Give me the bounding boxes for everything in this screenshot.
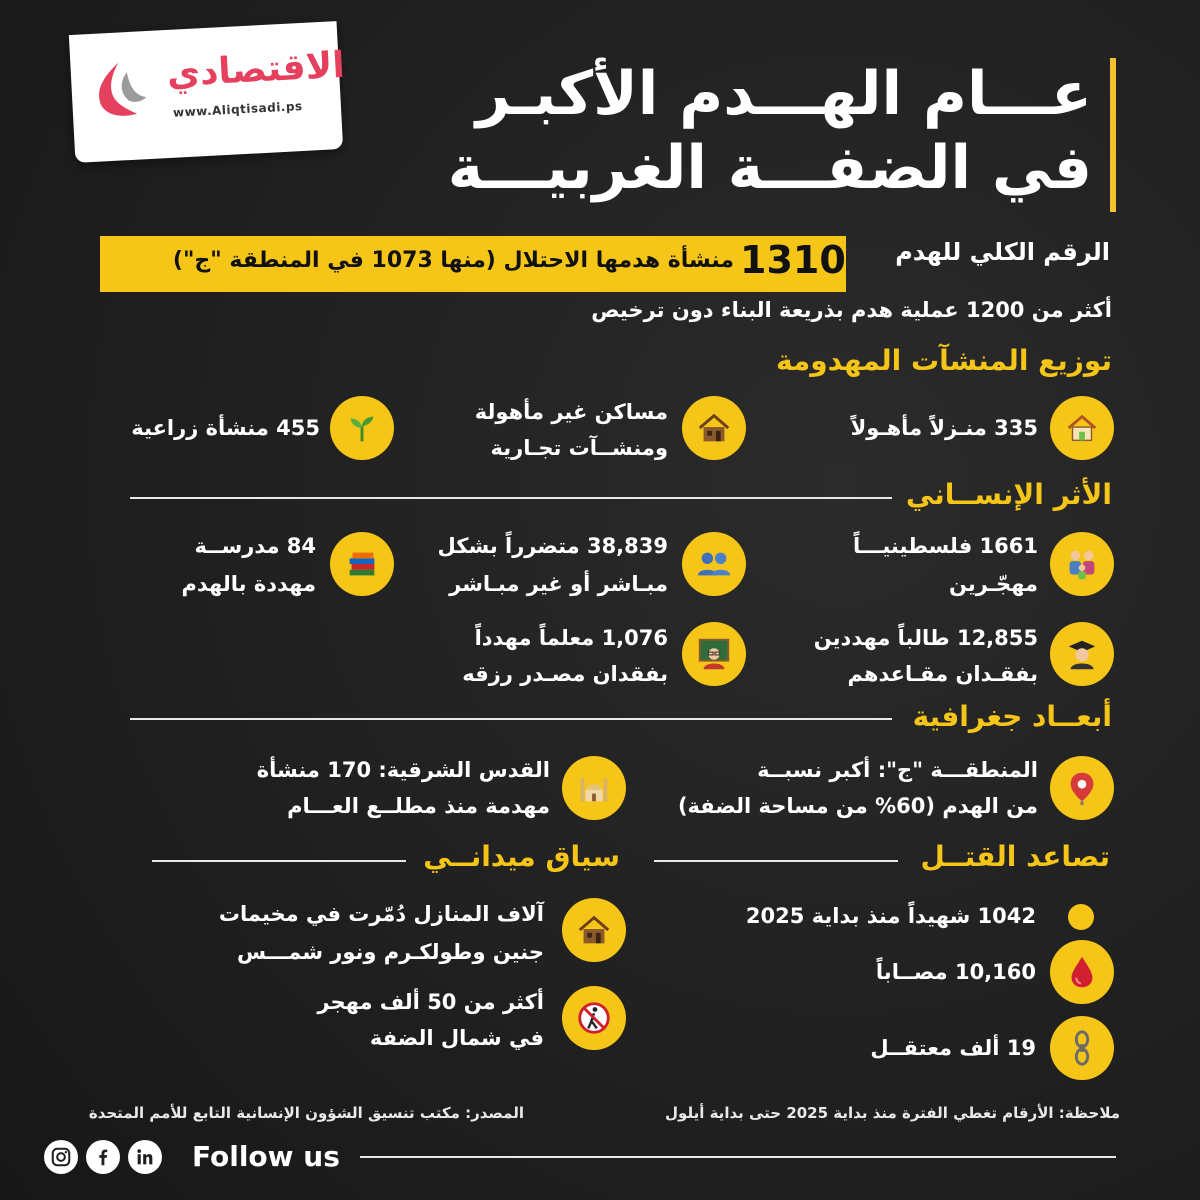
title-accent-bar <box>1110 58 1116 212</box>
item-schools-line-1: 84 مدرســة <box>194 534 316 558</box>
page-title-line-2: في الضفـــة الغربيـــة <box>447 133 1092 203</box>
logo-url: www.Aliqtisadi.ps <box>172 98 303 120</box>
total-number: 1310 <box>740 238 846 282</box>
no-walking-icon <box>562 986 626 1050</box>
permit-demolitions-text: أكثر من 1200 عملية هدم بذريعة البناء دون ترخيص <box>591 298 1112 322</box>
item-uninhabited-line-2: ومنشــآت تجـارية <box>490 436 668 460</box>
total-description: منشأة هدمها الاحتلال (منها 1073 في المنطقة "ج") <box>172 248 734 273</box>
item-camps-line-2: جنين وطولكـرم ونور شمـــس <box>237 940 544 964</box>
item-displaced-north-line-1: أكثر من 50 ألف مهجر <box>317 990 544 1014</box>
logo-mark-icon <box>88 57 153 122</box>
section-heading-killing: تصاعد القتــل <box>920 840 1110 873</box>
item-injured: 10,160 مصــاباً <box>875 960 1036 984</box>
item-students-line-2: بفقـدان مقـاعدهم <box>847 662 1038 686</box>
item-camps-line-1: آلاف المنازل دُمّرت في مخيمات <box>218 902 544 926</box>
footer-divider <box>360 1156 1116 1158</box>
item-students-line-1: 12,855 طالباً مهددين <box>813 626 1038 650</box>
item-uninhabited-line-1: مساكن غير مأهولة <box>474 400 668 424</box>
logo[interactable] <box>69 21 346 163</box>
item-teachers-line-2: بفقدان مصـدر رزقه <box>462 662 668 686</box>
follow-us-text: Follow us <box>192 1140 340 1173</box>
section-heading-geography: أبعــاد جغرافية <box>912 700 1112 733</box>
teacher-icon <box>682 622 746 686</box>
page-title-line-1: عـــام الهـــدم الأكبـر <box>475 59 1092 129</box>
section-heading-field: سياق ميدانــي <box>423 840 620 873</box>
item-jerusalem-line-1: القدس الشرقية: 170 منشأة <box>256 758 550 782</box>
ruined-house-icon <box>562 898 626 962</box>
section-heading-humanitarian: الأثر الإنســاني <box>905 478 1112 511</box>
divider-humanitarian <box>130 497 892 499</box>
item-inhabited-homes: 335 منـزلاً مأهـولاً <box>850 416 1038 440</box>
footer-source: المصدر: مكتب تنسيق الشؤون الإنسانية التابع للأمم المتحدة <box>88 1104 524 1122</box>
section-heading-distribution: توزيع المنشآت المهدومة <box>775 344 1112 377</box>
item-affected-line-1: 38,839 متضرراً بشكل <box>437 534 668 558</box>
item-detained: 19 ألف معتقــل <box>870 1036 1036 1060</box>
item-jerusalem-line-2: مهدمة منذ مطلــع العـــام <box>287 794 550 818</box>
divider-field <box>152 860 406 862</box>
total-label: الرقم الكلي للهدم <box>895 238 1110 266</box>
logo-name: الاقتصادي <box>165 44 346 95</box>
pin-icon <box>1050 756 1114 820</box>
divider-geography <box>130 718 892 720</box>
linkedin-icon[interactable] <box>128 1140 162 1174</box>
item-area-c-line-2: من الهدم (60% من مساحة الضفة) <box>677 794 1038 818</box>
item-agricultural: 455 منشأة زراعية <box>131 416 320 440</box>
divider-killing <box>654 860 898 862</box>
blood-drop-icon <box>1050 940 1114 1004</box>
books-icon <box>330 532 394 596</box>
dot-icon <box>1068 904 1094 930</box>
total-highlight <box>100 236 846 292</box>
ruined-house-icon <box>682 396 746 460</box>
student-icon <box>1050 622 1114 686</box>
item-schools-line-2: مهددة بالهدم <box>181 572 316 596</box>
item-area-c-line-1: المنطقـــة "ج": أكبر نسبــة <box>757 758 1038 782</box>
footer-note: ملاحظة: الأرقام تغطي الفترة منذ بداية 2025 حتى بداية أيلول <box>665 1104 1120 1122</box>
item-displaced-line-1: 1661 فلسطينيـــاً <box>852 534 1038 558</box>
item-displaced-north-line-2: في شمال الضفة <box>369 1026 544 1050</box>
sprout-icon <box>330 396 394 460</box>
item-affected-line-2: مبـاشر أو غير مبـاشر <box>449 572 668 596</box>
item-teachers-line-1: 1,076 معلماً مهدداً <box>474 626 668 650</box>
chain-icon <box>1050 1016 1114 1080</box>
mosque-icon <box>562 756 626 820</box>
facebook-icon[interactable] <box>86 1140 120 1174</box>
house-icon <box>1050 396 1114 460</box>
item-martyrs: 1042 شهيداً منذ بداية 2025 <box>745 904 1036 928</box>
instagram-icon[interactable] <box>44 1140 78 1174</box>
people-icon <box>682 532 746 596</box>
family-icon <box>1050 532 1114 596</box>
item-displaced-line-2: مهجّـرين <box>948 572 1038 596</box>
